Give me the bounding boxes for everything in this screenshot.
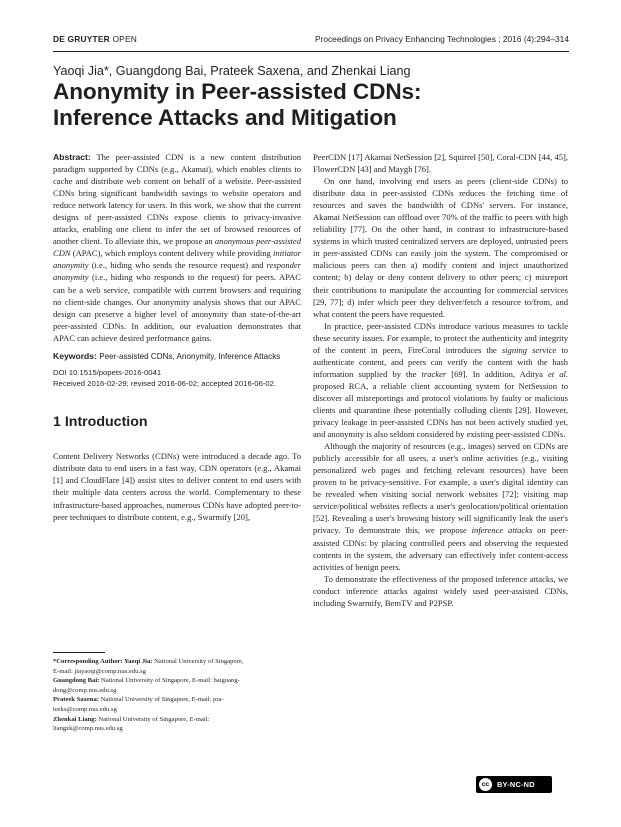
- left-column: [53, 151, 301, 523]
- publisher-bold: DE GRUYTER: [53, 34, 110, 44]
- abstract-label: Abstract:: [53, 152, 91, 162]
- footnote-author: Prateek Saxena:: [53, 696, 99, 704]
- running-header: [53, 34, 569, 48]
- body-emphasis: inference attacks: [471, 525, 533, 536]
- abstract-emphasis: anonymous peer-assisted CDN: [53, 236, 302, 259]
- doi: DOI 10.1515/popets-2016-0041: [53, 367, 162, 377]
- keywords: [53, 350, 301, 363]
- footnote-text: National University of Singapore,: [154, 658, 244, 665]
- footnote-text: dong@comp.nus.edu.sg: [53, 686, 117, 694]
- body-paragraph: To demonstrate the effectiveness of the proposed inference attacks, we conduct inference attacks against widely used peer-assisted CDNs, including Swarmify, BemTV and P2PSP.: [313, 573, 568, 608]
- footnote-text: teeks@comp.nus.edu.sg: [53, 705, 117, 713]
- license-badge[interactable]: [476, 776, 552, 793]
- footnote-author: Guangdong Bai:: [53, 677, 100, 685]
- body-paragraph: On one hand, involving end users as peers (client-side CDNs) to distribute data in peer-assisted CDNs reduces the fetching time of resources and saves the bandwidth of CDNs' servers. For instance, Akamai NetSession can offload over 70% of the traffic to peers with high reliability [77]. On the other hand, in contrast to infrastructure-based systems in which trusted centralized servers are deployed, untrusted peers in peer-assisted CDNs can easily join the system. The compromised or malicious peers can then a) modify content and inject unauthorized content; b) delay or deny content delivery to other peers; c) misreport their contributions to manipulate the accounting for commercial services [29, 77]; d) infer which peer they deliver/fetch a resource to/from, and what content the peers have requested.: [313, 176, 568, 319]
- article-metadata: [53, 367, 301, 390]
- body-text: to authenticate content, and peers can verify the content with the hash information supplied by the: [313, 344, 568, 379]
- header-divider: [53, 51, 569, 52]
- footnotes: [53, 657, 301, 734]
- footnote-text: National University of Singapore, E-mail:: [98, 715, 210, 723]
- body-paragraph: [313, 320, 568, 440]
- paper-title: [53, 79, 573, 131]
- footnote-text: National University of Singapore, E-mail: pra-: [100, 696, 224, 704]
- body-emphasis: signing service: [501, 344, 557, 355]
- section-heading: 1 Introduction: [53, 414, 148, 431]
- footnote: [53, 657, 301, 676]
- footnote-divider: [53, 652, 105, 653]
- body-text: [69]. In addition, Aditya: [446, 368, 548, 379]
- body-paragraph: PeerCDN [17] Akamai NetSession [2], Squirrel [50], Coral-CDN [44, 45], FlowerCDN [43] and Maygh [76].: [313, 152, 568, 175]
- abstract-text: (i.e., hiding who sends the resource request) and: [88, 260, 267, 271]
- footnote-text: liangzk@comp.nus.edu.sg: [53, 725, 123, 733]
- abstract-emphasis: responder anonymity: [53, 260, 301, 283]
- keywords-label: Keywords:: [53, 350, 97, 361]
- footnote-text: E-mail: jiayaoqi@comp.nus.edu.sg: [53, 667, 146, 675]
- journal-citation: Proceedings on Privacy Enhancing Technologies ; 2016 (4):294–314: [314, 34, 569, 44]
- footnote-author: Zhenkai Liang:: [53, 715, 97, 723]
- author-list: Yaoqi Jia*, Guangdong Bai, Prateek Saxena, and Zhenkai Liang: [53, 64, 411, 78]
- license-text: BY-NC-ND: [497, 780, 535, 789]
- abstract-emphasis: initiator anonymity: [53, 248, 301, 271]
- body-emphasis: tracker: [421, 368, 447, 379]
- creative-commons-icon: cc: [479, 778, 492, 791]
- title-line: Anonymity in Peer-assisted CDNs:: [53, 79, 422, 104]
- abstract-text: (i.e., hiding who responds to the request) for peers. APAC can be a web service, compatible with current browsers and requiring no client-side changes. Our anonymity analysis shows that our APAC design can preserve a higher level of anonymity than state-of-the-art peer-assisted CDNs. In addition, our evaluation demonstrates that APAC can achieve desired performance gains.: [53, 272, 301, 343]
- right-column: [313, 151, 568, 609]
- footnote: [53, 715, 301, 734]
- keywords-text: Peer-assisted CDNs, Anonymity, Inference Attacks: [99, 351, 281, 361]
- abstract-text: (APAC), which employs content delivery while providing: [70, 248, 273, 259]
- footnote: [53, 676, 301, 695]
- abstract-text: The peer-assisted CDN is a new content distribution paradigm supported by CDNs (e.g., Akamai), which enables clients to cache and distribute web content on behalf of a website. Peer-assisted CDNs bring significant bandwidth savings to website operators and reduce network latency for users. In this work, we show that the current designs of peer-assisted CDNs expose clients to privacy-invasive attacks, enabling one client to infer the set of browsed resources of another client. To alleviate this, we propose an: [53, 152, 302, 247]
- footnote: [53, 695, 301, 714]
- received-dates: Received 2016-02-29; revised 2016-06-02; accepted 2016-06-02.: [53, 379, 277, 389]
- body-paragraph: [313, 440, 568, 573]
- publisher-light: OPEN: [112, 34, 137, 44]
- body-text: In practice, peer-assisted CDNs introduce various measures to tackle these security issues. For example, to protect the authenticity and integrity of the content in peers, FireCoral introduces the: [313, 320, 568, 355]
- body-text: on peer-assisted CDNs: by placing controlled peers and observing the requested contents in the system, the adversary can effectively infer content-access activities of benign peers.: [313, 525, 569, 572]
- body-text: Although the majority of resources (e.g., images) served on CDNs are publicly accessible for all users, a user's online activities (e.g., visiting personalized web pages and fetching relevant resources) have been proven to be privacy-sensitive. For example, a user's digital identity can be revealed when visiting social network websites [72]; visiting map service/political websites reflects a user's geolocation/political orientation [52]. Revealing a user's browsing history will significantly leak the user's privacy. To demonstrate this, we propose: [313, 441, 568, 536]
- publisher-name: [53, 34, 137, 44]
- body-paragraph: Content Delivery Networks (CDNs) were introduced a decade ago. To distribute data to end users in a fast way, CDN operators (e.g., Akamai [1] and CloudFlare [4]) assist sites to deliver content to end users with their multiple data centers across the world. Complementary to these infrastructure-based approaches, numerous CDNs have adopted peer-to-peer techniques to distribute content, e.g., Swarmify [20],: [53, 451, 301, 522]
- footnote-text: National University of Singapore, E-mail: baiguang-: [101, 677, 240, 685]
- abstract: [53, 151, 301, 344]
- body-emphasis: et al.: [547, 368, 568, 379]
- body-text: proposed RCA, a reliable client accounting system for NetSession to discover all misreportings and protocol violations by faulty or malicious clients and quarantine these potentially colluding clients [29]. However, privacy leakage in peer-assisted CDNs has not been actively studied yet, and anonymity is also seldom considered by existing peer-assisted CDNs.: [313, 380, 568, 440]
- footnote-author: *Corresponding Author: Yaoqi Jia:: [53, 658, 153, 665]
- title-line: Inference Attacks and Mitigation: [53, 105, 397, 130]
